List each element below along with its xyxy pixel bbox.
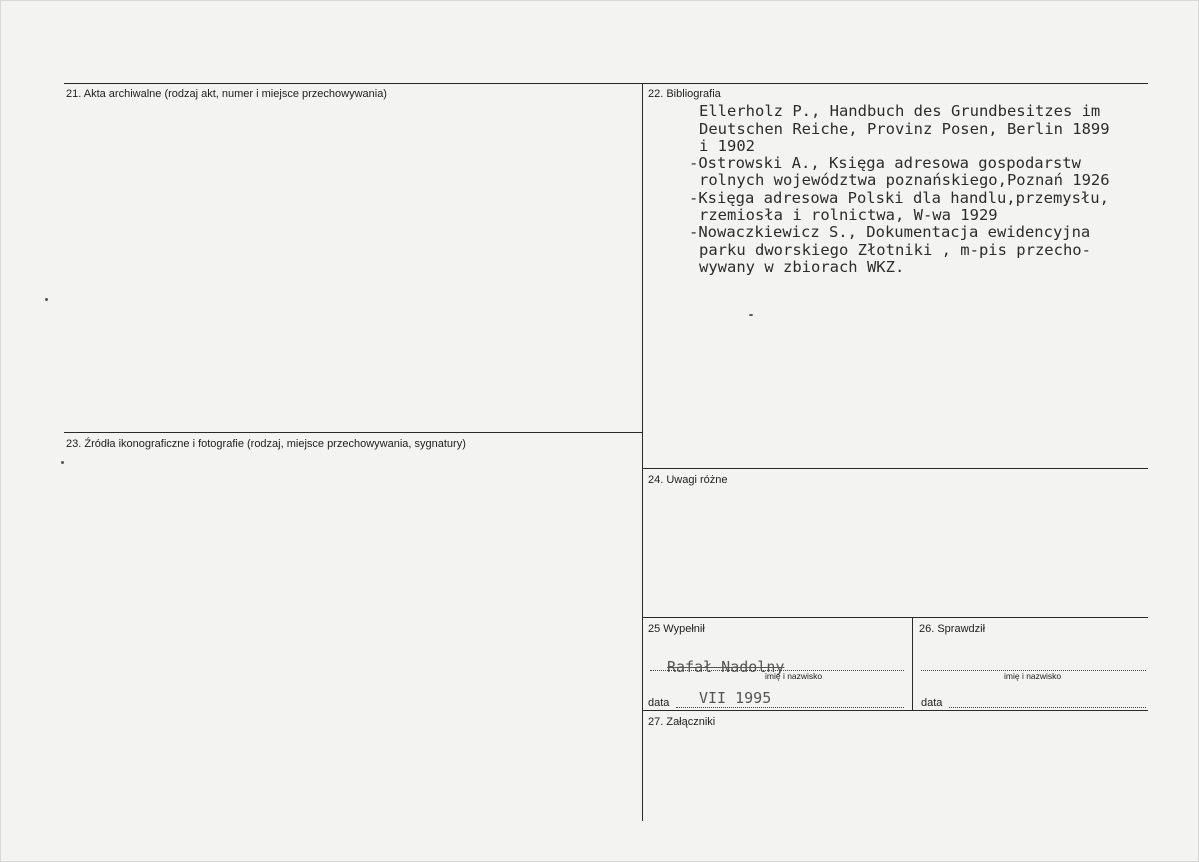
bibliography-line: i 1902 bbox=[699, 137, 755, 155]
bibliography-line: Ellerholz P., Handbuch des Grundbesitzes im bbox=[699, 102, 1101, 120]
section-27-label: 27. Załączniki bbox=[648, 716, 716, 728]
rule-24-25 bbox=[643, 617, 1148, 618]
section-25-label: 25 Wypełnił bbox=[648, 623, 705, 635]
bibliography-line: rzemiosła i rolnictwa, W-wa 1929 bbox=[699, 206, 998, 224]
top-rule bbox=[64, 83, 1148, 84]
bibliography-line: -Księga adresowa Polski dla handlu,przemysłu, bbox=[689, 189, 1109, 207]
bibliography-line: Deutschen Reiche, Provinz Posen, Berlin 1899 bbox=[699, 120, 1110, 138]
rule-22-24 bbox=[643, 468, 1148, 469]
date-dotted-line-26 bbox=[949, 707, 1146, 708]
divider-25-26 bbox=[912, 617, 913, 711]
bibliography-line: -Nowaczkiewicz S., Dokumentacja ewidencyjna bbox=[689, 223, 1091, 241]
date-label-25: data bbox=[648, 697, 670, 709]
section-22-label: 22. Bibliografia bbox=[648, 88, 721, 100]
paper-speck bbox=[61, 461, 64, 464]
paper-speck bbox=[749, 314, 753, 316]
rule-25-27 bbox=[643, 710, 1148, 711]
bibliography-line: -Ostrowski A., Księga adresowa gospodarstw bbox=[689, 154, 1081, 172]
rule-21-23 bbox=[64, 432, 643, 433]
section-26-label: 26. Sprawdził bbox=[919, 623, 986, 635]
filled-date: VII 1995 bbox=[699, 689, 772, 707]
date-dotted-line-25 bbox=[676, 707, 904, 708]
name-caption-26: imię i nazwisko bbox=[1004, 671, 1062, 681]
bibliography-line: rolnych województwa poznańskiego,Poznań 1926 bbox=[699, 171, 1110, 189]
bibliography-line: parku dworskiego Złotniki , m-pis przecho- bbox=[699, 241, 1091, 259]
section-24-label: 24. Uwagi różne bbox=[648, 474, 728, 486]
section-21-label: 21. Akta archiwalne (rodzaj akt, numer i miejsce przechowywania) bbox=[66, 88, 387, 100]
filled-by-name: Rafał Nadolny bbox=[667, 658, 785, 676]
section-23-label: 23. Źródła ikonograficzne i fotografie (rodzaj, miejsce przechowywania, sygnatury) bbox=[66, 438, 466, 450]
name-caption-25: imię i nazwisko bbox=[765, 671, 823, 681]
bibliography-line: wywany w zbiorach WKZ. bbox=[699, 258, 905, 276]
paper-speck bbox=[45, 298, 48, 301]
date-label-26: data bbox=[921, 697, 943, 709]
